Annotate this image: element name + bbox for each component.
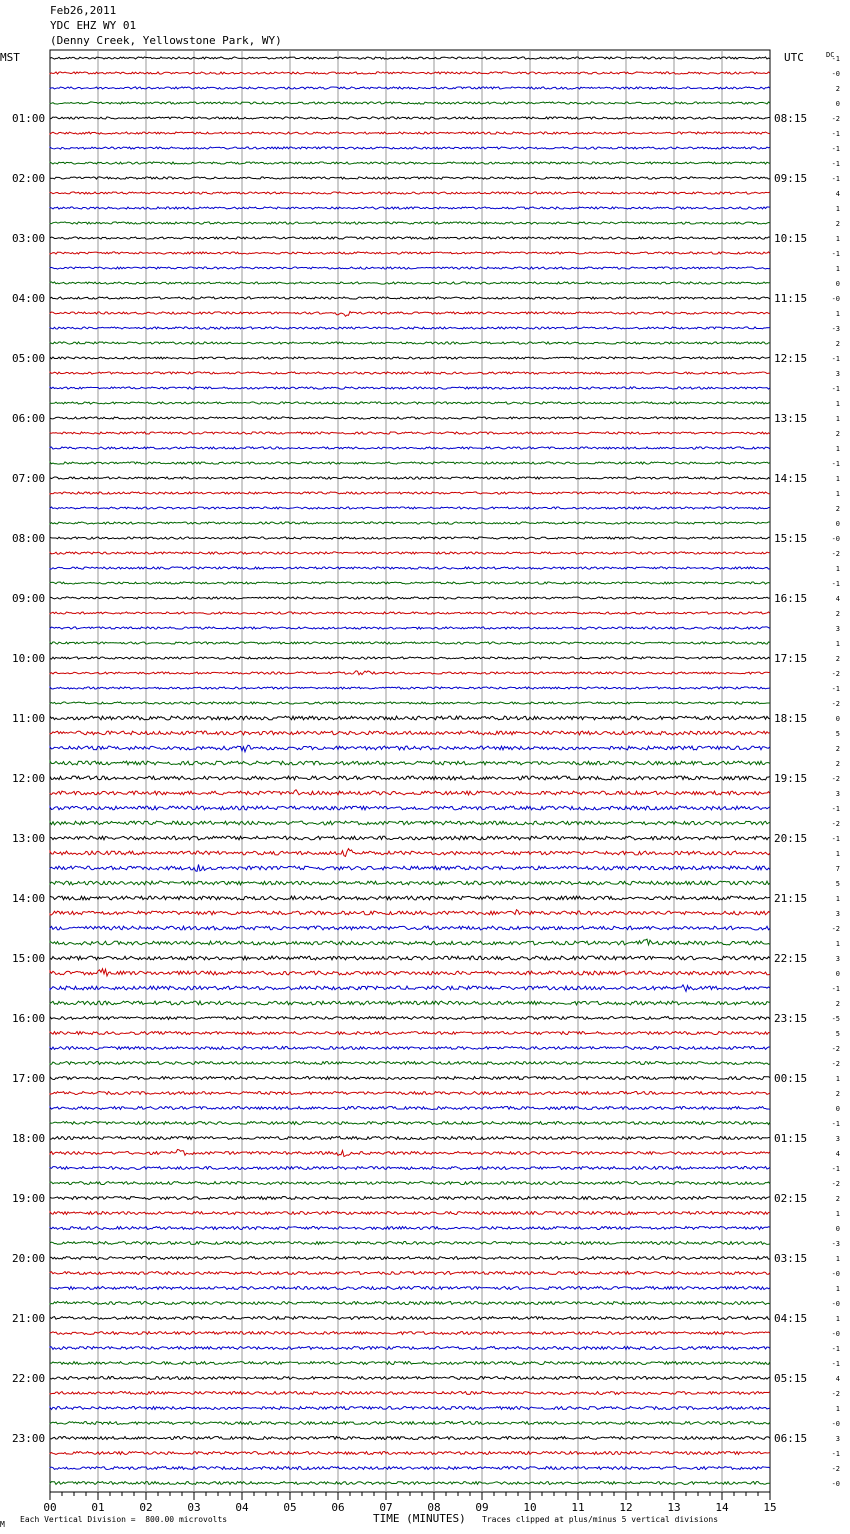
dc-offset-label: 5 (835, 880, 840, 888)
dc-offset-label: 1 (835, 1285, 840, 1293)
seismic-trace (50, 1467, 770, 1470)
seismic-trace (50, 252, 770, 254)
mst-hour-label: 21:00 (12, 1312, 46, 1325)
seismic-trace (50, 1062, 770, 1065)
seismic-trace (50, 1092, 770, 1095)
dc-offset-label: 2 (835, 1195, 840, 1203)
utc-hour-label: 14:15 (774, 472, 808, 485)
utc-hour-label: 19:15 (774, 772, 808, 785)
dc-offset-label: -0 (831, 1330, 840, 1338)
dc-offset-label: 2 (835, 760, 840, 768)
x-tick-label: 08 (427, 1501, 441, 1514)
utc-hour-label: 04:15 (774, 1312, 808, 1325)
seismic-trace (50, 1167, 770, 1170)
seismic-trace (50, 1377, 770, 1380)
dc-offset-label: 3 (835, 1435, 840, 1443)
seismic-trace (50, 311, 770, 316)
dc-offset-label: -2 (831, 550, 840, 558)
dc-offset-label: 4 (835, 595, 840, 603)
dc-offset-label: 3 (835, 370, 840, 378)
utc-hour-label: 05:15 (774, 1372, 808, 1385)
seismic-trace (50, 1482, 770, 1485)
utc-hour-label: 11:15 (774, 292, 808, 305)
seismic-trace (50, 745, 770, 752)
mst-hour-label: 23:00 (12, 1432, 46, 1445)
dc-offset-label: -1 (831, 250, 840, 258)
dc-offset-label: 1 (835, 475, 840, 483)
seismic-trace (50, 1137, 770, 1140)
seismic-trace (50, 1362, 770, 1365)
seismic-trace (50, 671, 770, 675)
dc-offset-label: -3 (831, 325, 840, 333)
dc-offset-label: 4 (835, 190, 840, 198)
dc-offset-label: -1 (831, 130, 840, 138)
seismic-trace (50, 117, 770, 119)
dc-offset-label: 4 (835, 1150, 840, 1158)
station-code: YDC EHZ WY 01 (50, 19, 137, 32)
seismic-trace (50, 1422, 770, 1425)
seismic-trace (50, 402, 770, 404)
mst-hour-label: 13:00 (12, 832, 46, 845)
utc-hour-label: 06:15 (774, 1432, 808, 1445)
scale-note: Each Vertical Division = 800.00 microvolts (20, 1515, 228, 1524)
seismic-trace (50, 447, 770, 449)
mst-hour-label: 18:00 (12, 1132, 46, 1145)
utc-hour-label: 20:15 (774, 832, 808, 845)
seismic-trace (50, 342, 770, 344)
dc-offset-label: 1 (835, 235, 840, 243)
dc-offset-label: -1 (831, 55, 840, 63)
dc-offset-label: -1 (831, 685, 840, 693)
seismic-trace (50, 896, 770, 900)
seismic-trace (50, 1122, 770, 1125)
mst-hour-label: 14:00 (12, 892, 46, 905)
dc-offset-label: -1 (831, 145, 840, 153)
seismic-trace (50, 790, 770, 795)
dc-offset-label: -1 (831, 355, 840, 363)
dc-offset-label: 3 (835, 625, 840, 633)
seismic-trace (50, 985, 770, 992)
utc-hour-label: 12:15 (774, 352, 808, 365)
dc-offset-label: 0 (835, 715, 840, 723)
dc-offset-label: -1 (831, 160, 840, 168)
mst-hour-label: 07:00 (12, 472, 46, 485)
mst-hour-label: 20:00 (12, 1252, 46, 1265)
seismic-trace (50, 462, 770, 464)
dc-offset-label: 1 (835, 310, 840, 318)
dc-offset-label: 0 (835, 1225, 840, 1233)
utc-hour-label: 10:15 (774, 232, 808, 245)
dc-offset-label: 1 (835, 565, 840, 573)
dc-offset-label: 5 (835, 730, 840, 738)
seismic-trace (50, 1001, 770, 1005)
mst-hour-label: 01:00 (12, 112, 46, 125)
dc-offset-label: 2 (835, 655, 840, 663)
mst-hour-label: 19:00 (12, 1192, 46, 1205)
plot-frame (50, 50, 770, 1492)
seismic-trace (50, 507, 770, 509)
dc-offset-label: -1 (831, 805, 840, 813)
dc-offset-label: 2 (835, 505, 840, 513)
dc-offset-label: 1 (835, 400, 840, 408)
dc-offset-label: 1 (835, 205, 840, 213)
plot-date: Feb26,2011 (50, 4, 117, 17)
seismic-trace (50, 716, 770, 720)
seismic-trace (50, 162, 770, 164)
dc-offset-label: -0 (831, 1480, 840, 1488)
seismic-trace (50, 1347, 770, 1350)
utc-hour-label: 13:15 (774, 412, 808, 425)
dc-offset-label: -2 (831, 820, 840, 828)
x-tick-label: 06 (331, 1501, 345, 1514)
dc-offset-label: 1 (835, 490, 840, 498)
seismic-trace (50, 267, 770, 269)
seismic-trace (50, 207, 770, 209)
mst-hour-label: 16:00 (12, 1012, 46, 1025)
seismic-trace (50, 1452, 770, 1455)
mst-hour-label: 09:00 (12, 592, 46, 605)
seismic-trace (50, 956, 770, 960)
dc-offset-label: 2 (835, 430, 840, 438)
seismic-trace (50, 1032, 770, 1035)
seismic-trace (50, 1017, 770, 1020)
x-tick-label: 09 (475, 1501, 489, 1514)
seismic-trace (50, 761, 770, 765)
mst-hour-label: 08:00 (12, 532, 46, 545)
dc-offset-label: 1 (835, 265, 840, 273)
corner-mark: M (0, 1520, 5, 1529)
seismic-trace (50, 567, 770, 569)
dc-offset-label: -2 (831, 1045, 840, 1053)
mst-hour-label: 10:00 (12, 652, 46, 665)
seismic-trace (50, 969, 770, 976)
seismic-trace (50, 1287, 770, 1290)
seismic-trace (50, 387, 770, 389)
seismic-trace (50, 806, 770, 810)
utc-hour-label: 00:15 (774, 1072, 808, 1085)
dc-offset-label: 5 (835, 1030, 840, 1038)
x-tick-label: 04 (235, 1501, 249, 1514)
seismic-trace (50, 612, 770, 614)
utc-hour-label: 17:15 (774, 652, 808, 665)
seismic-trace (50, 537, 770, 539)
mst-hour-label: 22:00 (12, 1372, 46, 1385)
seismic-trace (50, 1077, 770, 1080)
x-tick-label: 13 (667, 1501, 681, 1514)
dc-offset-label: -1 (831, 1345, 840, 1353)
dc-offset-label: -2 (831, 115, 840, 123)
seismic-trace (50, 1272, 770, 1275)
seismic-trace (50, 597, 770, 599)
dc-offset-label: 2 (835, 85, 840, 93)
utc-hour-label: 09:15 (774, 172, 808, 185)
seismic-trace (50, 492, 770, 494)
seismic-trace (50, 102, 770, 104)
seismic-trace (50, 776, 770, 780)
x-tick-label: 10 (523, 1501, 537, 1514)
seismic-trace (50, 1107, 770, 1110)
seismic-trace (50, 1227, 770, 1230)
seismic-trace (50, 87, 770, 89)
dc-offset-label: -1 (831, 175, 840, 183)
dc-offset-label: -0 (831, 70, 840, 78)
seismic-trace (50, 417, 770, 419)
mst-axis-title: MST (0, 51, 20, 64)
seismic-trace (50, 297, 770, 299)
utc-hour-label: 01:15 (774, 1132, 808, 1145)
seismic-trace (50, 432, 770, 434)
clip-note: Traces clipped at plus/minus 5 vertical divisions (482, 1515, 719, 1524)
dc-offset-label: -0 (831, 295, 840, 303)
dc-offset-label: -1 (831, 580, 840, 588)
utc-hour-label: 18:15 (774, 712, 808, 725)
seismic-trace (50, 836, 770, 840)
dc-offset-label: -1 (831, 1120, 840, 1128)
dc-offset-label: 3 (835, 955, 840, 963)
dc-offset-label: 2 (835, 220, 840, 228)
x-tick-label: 05 (283, 1501, 297, 1514)
mst-hour-label: 15:00 (12, 952, 46, 965)
mst-hour-label: 11:00 (12, 712, 46, 725)
seismic-trace (50, 926, 770, 930)
seismic-trace (50, 1197, 770, 1200)
x-tick-label: 14 (715, 1501, 729, 1514)
dc-offset-label: 3 (835, 910, 840, 918)
utc-hour-label: 15:15 (774, 532, 808, 545)
mst-hour-label: 17:00 (12, 1072, 46, 1085)
dc-offset-label: 4 (835, 1375, 840, 1383)
seismic-trace (50, 357, 770, 359)
mst-hour-label: 03:00 (12, 232, 46, 245)
seismic-trace (50, 72, 770, 74)
dc-offset-label: -2 (831, 1180, 840, 1188)
utc-hour-label: 02:15 (774, 1192, 808, 1205)
station-location: (Denny Creek, Yellowstone Park, WY) (50, 34, 282, 47)
dc-offset-label: 7 (835, 865, 840, 873)
mst-hour-label: 02:00 (12, 172, 46, 185)
dc-offset-label: -3 (831, 1240, 840, 1248)
seismic-trace (50, 1212, 770, 1215)
dc-offset-label: 2 (835, 745, 840, 753)
dc-offset-label: 1 (835, 1405, 840, 1413)
seismic-trace (50, 477, 770, 479)
seismic-trace (50, 1317, 770, 1320)
x-tick-label: 00 (43, 1501, 57, 1514)
dc-offset-label: 1 (835, 1315, 840, 1323)
dc-offset-label: 3 (835, 790, 840, 798)
x-tick-label: 03 (187, 1501, 201, 1514)
dc-offset-label: 0 (835, 520, 840, 528)
mst-hour-label: 06:00 (12, 412, 46, 425)
dc-offset-label: -1 (831, 1360, 840, 1368)
seismic-trace (50, 237, 770, 239)
seismic-trace (50, 582, 770, 584)
dc-offset-label: -0 (831, 1420, 840, 1428)
x-tick-label: 11 (571, 1501, 585, 1514)
dc-offset-label: 2 (835, 340, 840, 348)
dc-offset-label: -1 (831, 835, 840, 843)
dc-offset-label: -5 (831, 1015, 840, 1023)
seismic-trace (50, 702, 770, 704)
dc-offset-label: 1 (835, 1255, 840, 1263)
mst-hour-label: 12:00 (12, 772, 46, 785)
seismic-trace (50, 222, 770, 224)
dc-offset-label: 1 (835, 640, 840, 648)
utc-hour-label: 03:15 (774, 1252, 808, 1265)
dc-offset-label: -1 (831, 1165, 840, 1173)
dc-offset-label: 0 (835, 100, 840, 108)
dc-offset-label: 1 (835, 1210, 840, 1218)
dc-offset-label: -2 (831, 1465, 840, 1473)
seismic-trace (50, 910, 770, 915)
dc-offset-label: 1 (835, 850, 840, 858)
x-tick-label: 02 (139, 1501, 153, 1514)
mst-hour-label: 05:00 (12, 352, 46, 365)
seismic-trace (50, 731, 770, 735)
seismic-trace (50, 1407, 770, 1410)
seismic-trace (50, 821, 770, 825)
dc-offset-label: -1 (831, 1450, 840, 1458)
dc-offset-label: 1 (835, 1075, 840, 1083)
seismic-trace (50, 642, 770, 644)
seismic-trace (50, 1182, 770, 1185)
dc-offset-label: 3 (835, 1135, 840, 1143)
seismic-trace (50, 147, 770, 149)
x-axis-label: TIME (MINUTES) (373, 1512, 466, 1525)
seismic-trace (50, 132, 770, 134)
seismic-trace (50, 552, 770, 554)
seismic-trace (50, 1332, 770, 1335)
seismic-trace (50, 849, 770, 857)
utc-hour-label: 21:15 (774, 892, 808, 905)
dc-column-title: DC (826, 51, 835, 59)
seismic-trace (50, 192, 770, 194)
seismic-trace (50, 372, 770, 374)
utc-hour-label: 23:15 (774, 1012, 808, 1025)
dc-offset-label: 1 (835, 895, 840, 903)
seismic-trace (50, 1242, 770, 1245)
seismic-trace (50, 687, 770, 689)
x-tick-label: 01 (91, 1501, 105, 1514)
seismic-trace (50, 881, 770, 885)
dc-offset-label: 2 (835, 1090, 840, 1098)
seismic-trace (50, 1392, 770, 1395)
utc-hour-label: 22:15 (774, 952, 808, 965)
dc-offset-label: -2 (831, 925, 840, 933)
dc-offset-label: 2 (835, 1000, 840, 1008)
dc-offset-label: -0 (831, 1270, 840, 1278)
utc-axis-title: UTC (784, 51, 804, 64)
seismic-trace (50, 1437, 770, 1440)
seismic-trace (50, 1302, 770, 1305)
mst-hour-label: 04:00 (12, 292, 46, 305)
dc-offset-label: 0 (835, 1105, 840, 1113)
seismic-trace (50, 657, 770, 659)
dc-offset-label: -2 (831, 670, 840, 678)
dc-offset-label: -2 (831, 1060, 840, 1068)
seismic-trace (50, 1257, 770, 1260)
x-tick-label: 07 (379, 1501, 393, 1514)
utc-hour-label: 16:15 (774, 592, 808, 605)
dc-offset-label: -1 (831, 460, 840, 468)
dc-offset-label: -1 (831, 985, 840, 993)
dc-offset-label: -2 (831, 1390, 840, 1398)
utc-hour-label: 08:15 (774, 112, 808, 125)
seismic-trace (50, 627, 770, 629)
dc-offset-label: 0 (835, 280, 840, 288)
seismic-trace (50, 1149, 770, 1156)
seismic-trace (50, 177, 770, 179)
dc-offset-label: 2 (835, 610, 840, 618)
dc-offset-label: -1 (831, 385, 840, 393)
seismic-trace (50, 327, 770, 329)
seismic-trace (50, 57, 770, 59)
dc-offset-label: -2 (831, 700, 840, 708)
x-tick-label: 12 (619, 1501, 633, 1514)
dc-offset-label: -0 (831, 1300, 840, 1308)
x-tick-label: 15 (763, 1501, 777, 1514)
seismic-trace (50, 522, 770, 524)
seismic-trace (50, 1047, 770, 1050)
seismic-trace (50, 939, 770, 945)
dc-offset-label: 1 (835, 940, 840, 948)
dc-offset-label: 1 (835, 445, 840, 453)
dc-offset-label: -2 (831, 775, 840, 783)
dc-offset-label: 1 (835, 415, 840, 423)
dc-offset-label: 0 (835, 970, 840, 978)
seismic-trace (50, 865, 770, 872)
seismic-trace (50, 282, 770, 284)
dc-offset-label: -0 (831, 535, 840, 543)
